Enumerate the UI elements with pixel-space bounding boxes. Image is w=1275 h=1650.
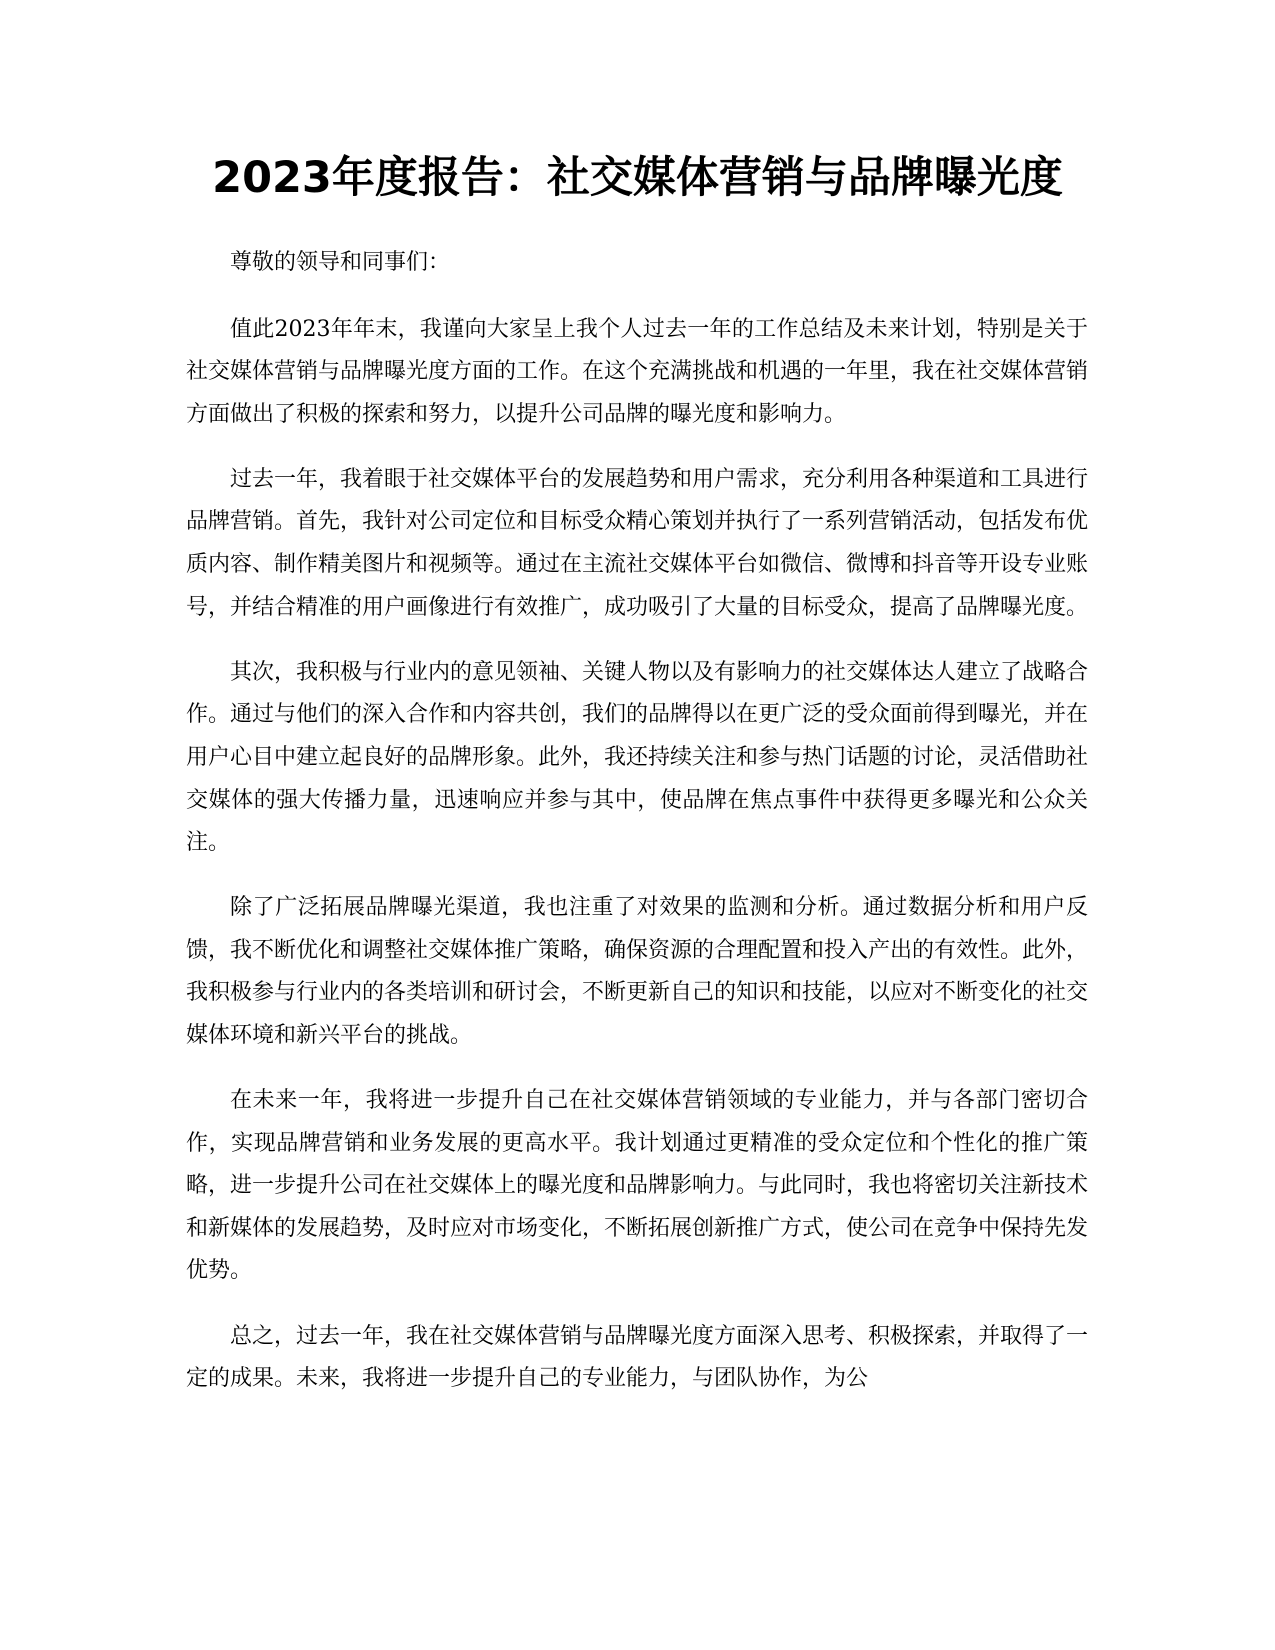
paragraph-channels: 过去一年，我着眼于社交媒体平台的发展趋势和用户需求，充分利用各种渠道和工具进行品牌营销。首先，我针对公司定位和目标受众精心策划并执行了一系列营销活动，包括发布优质内容、制作精美图片和视频等。通过在主流社交媒体平台如微信、微博和抖音等开设专业账号，并结合精准的用户画像进行有效推广，成功吸引了大量的目标受众，提高了品牌曝光度。 — [186, 466, 1089, 620]
paragraph-analysis: 除了广泛拓展品牌曝光渠道，我也注重了对效果的监测和分析。通过数据分析和用户反馈，我不断优化和调整社交媒体推广策略，确保资源的合理配置和投入产出的有效性。此外，我积极参与行业内的各类培训和研讨会，不断更新自己的知识和技能，以应对不断变化的社交媒体环境和新兴平台的挑战。 — [186, 895, 1089, 1048]
document-body — [186, 242, 1088, 1423]
paragraph-conclusion: 总之，过去一年，我在社交媒体营销与品牌曝光度方面深入思考、积极探索，并取得了一定的成果。未来，我将进一步提升自己的专业能力，与团队协作，为公 — [186, 1323, 1089, 1392]
paragraph-intro: 值此2023年年末，我谨向大家呈上我个人过去一年的工作总结及未来计划，特别是关于社交媒体营销与品牌曝光度方面的工作。在这个充满挑战和机遇的一年里，我在社交媒体营销方面做出了积极的探索和努力，以提升公司品牌的曝光度和影响力。 — [186, 316, 1089, 427]
salutation: 尊敬的领导和同事们： — [230, 250, 451, 275]
paragraph-partnerships: 其次，我积极与行业内的意见领袖、关键人物以及有影响力的社交媒体达人建立了战略合作。通过与他们的深入合作和内容共创，我们的品牌得以在更广泛的受众面前得到曝光，并在用户心目中建立起良好的品牌形象。此外，我还持续关注和参与热门话题的讨论，灵活借助社交媒体的强大传播力量，迅速响应并参与其中，使品牌在焦点事件中获得更多曝光和公众关注。 — [186, 659, 1089, 856]
document-title: 2023年度报告：社交媒体营销与品牌曝光度 — [212, 153, 1063, 203]
paragraph-future-plan: 在未来一年，我将进一步提升自己在社交媒体营销领域的专业能力，并与各部门密切合作，实现品牌营销和业务发展的更高水平。我计划通过更精准的受众定位和个性化的推广策略，进一步提升公司在社交媒体上的曝光度和品牌影响力。与此同时，我也将密切关注新技术和新媒体的发展趋势，及时应对市场变化，不断拓展创新推广方式，使公司在竞争中保持先发优势。 — [186, 1088, 1089, 1284]
